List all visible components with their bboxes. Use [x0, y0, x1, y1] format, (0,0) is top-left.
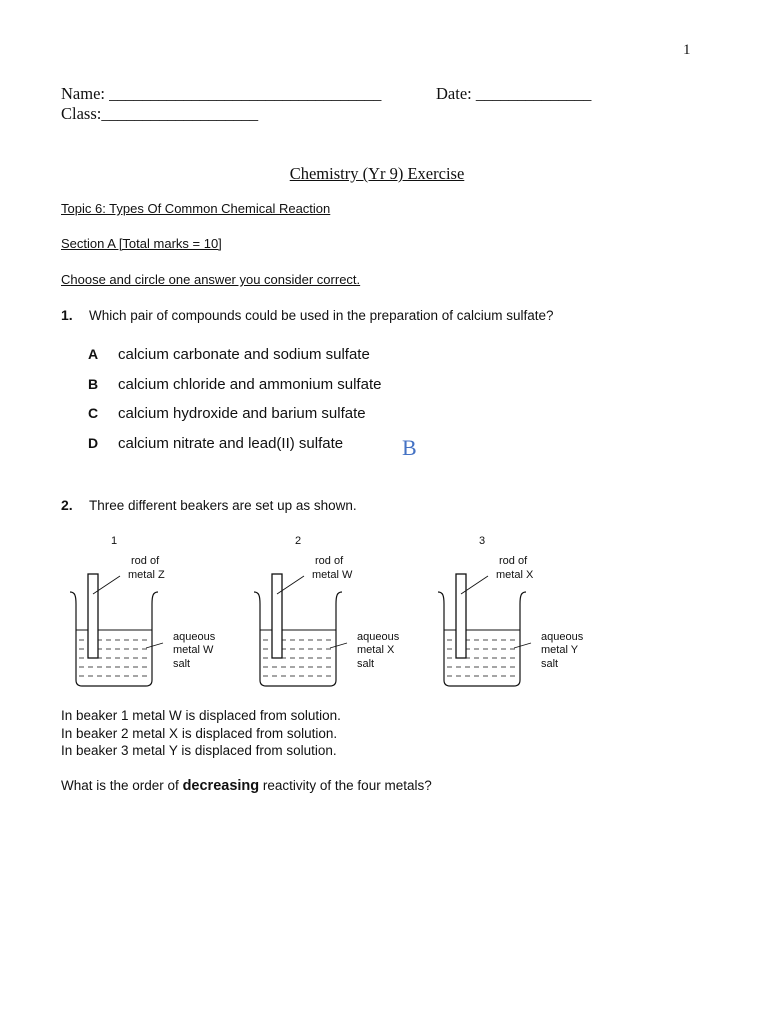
page-title: Chemistry (Yr 9) Exercise	[289, 164, 465, 183]
name-blank: _________________________________	[109, 84, 382, 103]
q2-text: Three different beakers are set up as shown.	[89, 498, 357, 513]
q2-question	[61, 778, 432, 794]
beaker-2	[254, 535, 400, 686]
statement-beaker-2: In beaker 2 metal X is displaced from solution.	[61, 726, 338, 741]
beaker-2-solution-3: salt	[357, 658, 375, 670]
q1-option-c-letter: C	[88, 405, 99, 421]
beaker-3-solution-1: aqueous	[541, 631, 584, 643]
beaker-2-number: 2	[295, 535, 302, 547]
q1-option-c[interactable]: calcium hydroxide and barium sulfate	[118, 405, 366, 422]
q1-number: 1.	[61, 307, 73, 323]
q2-question-end: reactivity of the four metals?	[259, 778, 432, 793]
beaker-3-solution-2: metal Y	[541, 644, 579, 656]
beaker-1-number: 1	[111, 535, 118, 547]
q1-text: Which pair of compounds could be used in the preparation of calcium sulfate?	[89, 308, 554, 323]
beaker-3	[438, 535, 584, 686]
handwritten-answer: B	[402, 435, 417, 460]
date-blank: ______________	[475, 84, 592, 103]
statement-beaker-1: In beaker 1 metal W is displaced from solution.	[61, 708, 341, 723]
beaker-2-rod-label-2: metal W	[312, 569, 353, 581]
beaker-1-solution-2: metal W	[173, 644, 214, 656]
q1-option-a-letter: A	[88, 346, 99, 362]
section-heading: Section A [Total marks = 10]	[61, 236, 222, 251]
q1-option-b-letter: B	[88, 376, 99, 392]
name-label: Name:	[61, 84, 105, 103]
beaker-3-rod-label-1: rod of	[499, 555, 528, 567]
class-field[interactable]	[61, 104, 258, 124]
topic-heading: Topic 6: Types Of Common Chemical Reaction	[61, 201, 331, 216]
page-number: 1	[683, 42, 691, 58]
q2-number: 2.	[61, 497, 73, 513]
beaker-2-solution-2: metal X	[357, 644, 395, 656]
name-field[interactable]	[61, 84, 381, 104]
q2-question-emphasis: decreasing	[182, 778, 260, 794]
q2-question-start: What is the order of	[61, 778, 183, 793]
q1-option-d[interactable]: calcium nitrate and lead(II) sulfate	[118, 435, 344, 452]
beaker-1-rod-label-2: metal Z	[128, 569, 165, 581]
beaker-2-solution-1: aqueous	[357, 631, 400, 643]
beaker-1-rod-label-1: rod of	[131, 555, 160, 567]
instruction-text: Choose and circle one answer you consider correct.	[61, 272, 361, 287]
beaker-2-rod-label-1: rod of	[315, 555, 344, 567]
beaker-3-number: 3	[479, 535, 486, 547]
beaker-1-solution-3: salt	[173, 658, 191, 670]
beaker-1	[70, 535, 216, 686]
beakers-figure	[0, 520, 768, 700]
q1-option-d-letter: D	[88, 435, 99, 451]
statement-beaker-3: In beaker 3 metal Y is displaced from solution.	[61, 743, 337, 758]
beaker-3-solution-3: salt	[541, 658, 559, 670]
q1-option-b[interactable]: calcium chloride and ammonium sulfate	[118, 376, 382, 393]
date-label: Date:	[436, 84, 472, 103]
beaker-1-solution-1: aqueous	[173, 631, 216, 643]
class-label: Class:	[61, 104, 102, 123]
date-field[interactable]	[436, 84, 591, 104]
class-blank: ___________________	[101, 104, 259, 123]
beaker-3-rod-label-2: metal X	[496, 569, 534, 581]
q1-option-a[interactable]: calcium carbonate and sodium sulfate	[118, 346, 370, 363]
